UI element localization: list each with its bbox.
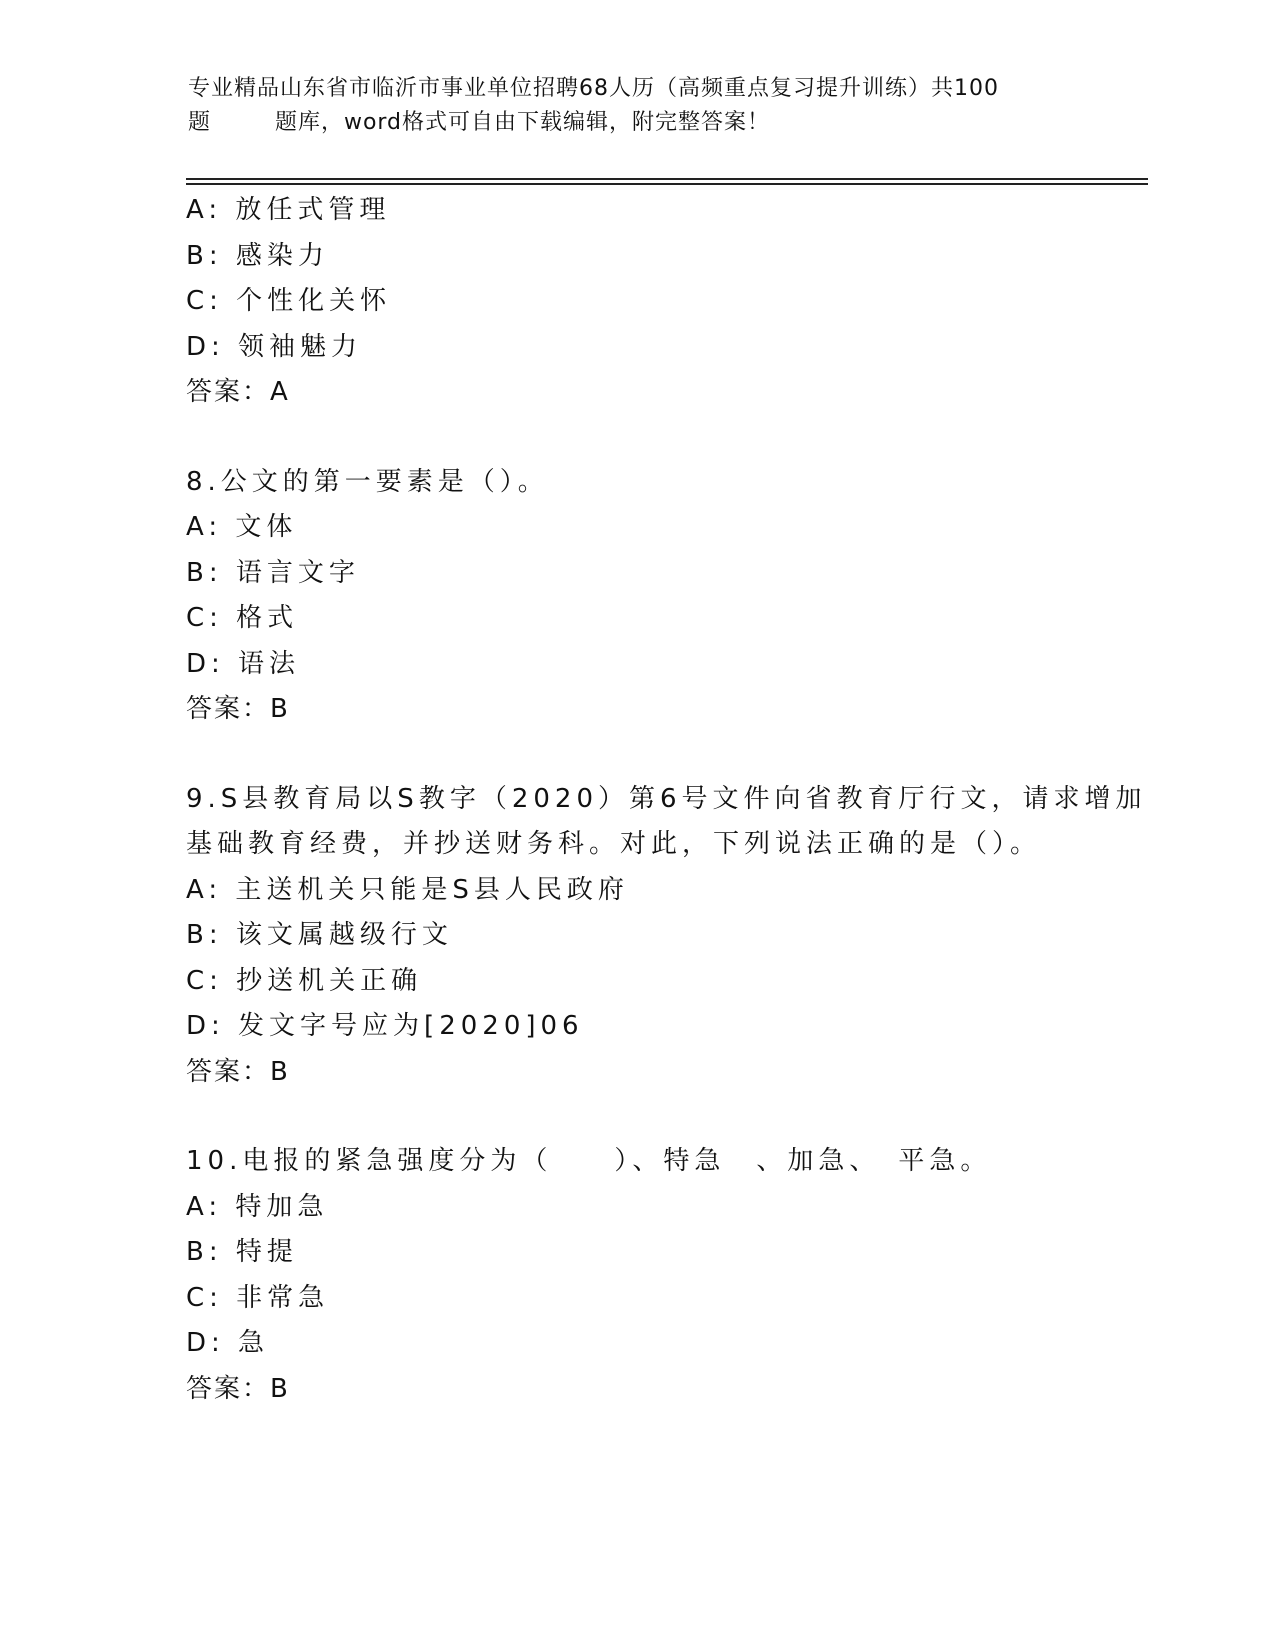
question-stem: 基础教育经费，并抄送财务科。对此，下列说法正确的是（）。 xyxy=(186,829,1042,859)
answer-option: D: 领袖魅力 xyxy=(186,331,363,362)
answer-option: A: 主送机关只能是S县人民政府 xyxy=(186,874,629,905)
question-block xyxy=(186,188,1086,416)
answer-option: C: 个性化关怀 xyxy=(186,286,392,316)
answer-key: 答案：B xyxy=(186,694,290,724)
answer-option: C: 格式 xyxy=(186,603,299,633)
answer-option: A: 特加急 xyxy=(186,1191,329,1222)
answer-option: B: 该文属越级行文 xyxy=(186,920,453,950)
answer-option: B: 语言文字 xyxy=(186,557,360,588)
question-block xyxy=(186,460,1086,733)
answer-option: A: 放任式管理 xyxy=(186,195,391,225)
question-stem: 8.公文的第一要素是（）。 xyxy=(186,466,549,497)
page-header xyxy=(188,72,1088,140)
question-block xyxy=(186,1139,1086,1412)
answer-option: A: 文体 xyxy=(186,512,298,542)
answer-key: 答案：B xyxy=(186,1373,290,1404)
answer-option: D: 急 xyxy=(186,1328,270,1358)
answer-option: C: 抄送机关正确 xyxy=(186,965,423,996)
answer-option: B: 感染力 xyxy=(186,240,329,271)
header-title-line-1: 专业精品山东省市临沂市事业单位招聘68人历（高频重点复习提升训练）共100 xyxy=(188,76,999,101)
answer-option: C: 非常急 xyxy=(186,1282,330,1313)
answer-key: 答案：B xyxy=(186,1056,290,1087)
header-title-line-2: 题 题库，word格式可自由下载编辑，附完整答案！ xyxy=(188,110,771,135)
question-block xyxy=(186,777,1147,1096)
question-list xyxy=(186,188,1147,1412)
header-divider xyxy=(186,183,1148,185)
answer-option: B: 特提 xyxy=(186,1237,298,1267)
header-divider xyxy=(186,178,1148,180)
answer-option: D: 语法 xyxy=(186,648,301,679)
answer-option: D: 发文字号应为[2020]06 xyxy=(186,1011,584,1041)
question-stem: 10.电报的紧急强度分为（ ）、特急 、加急、 平急。 xyxy=(186,1146,992,1176)
answer-key: 答案：A xyxy=(186,377,290,407)
question-stem: 9.S县教育局以S教字（2020）第6号文件向省教育厅行文，请求增加 xyxy=(186,783,1147,814)
